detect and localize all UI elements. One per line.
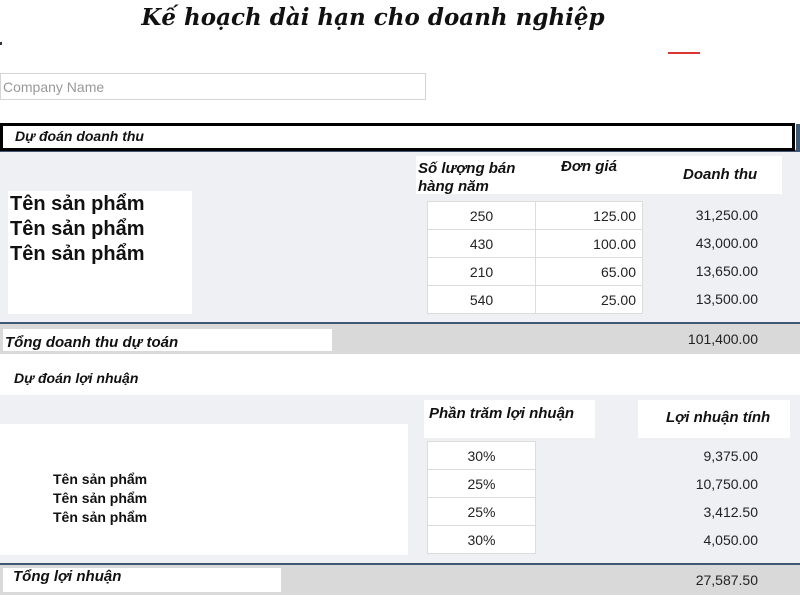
percent-cell[interactable]: 25%: [427, 469, 536, 498]
page-title: Kế hoạch dài hạn cho doanh nghiệp: [141, 4, 605, 31]
col-header-revenue: Doanh thu: [683, 166, 758, 183]
profit-product-2: Tên sản phẩm: [53, 490, 148, 506]
profit-value: 3,412.50: [703, 504, 758, 520]
col-header-profit: Lợi nhuận tính: [638, 400, 790, 438]
profit-value: 10,750.00: [695, 476, 758, 492]
percent-cell[interactable]: 30%: [427, 525, 536, 554]
revenue-value: 31,250.00: [695, 207, 758, 223]
col-header-price: Đơn giá: [561, 158, 617, 175]
quantity-cell[interactable]: 250: [427, 201, 536, 230]
profit-product-1: Tên sản phẩm: [53, 471, 148, 487]
revenue-value: 43,000.00: [695, 235, 758, 251]
revenue-value: 13,500.00: [695, 291, 758, 307]
price-cell[interactable]: 125.00: [535, 201, 643, 230]
profit-total-value: 27,587.50: [695, 572, 758, 588]
revenue-product-2: Tên sản phẩm: [10, 218, 145, 240]
revenue-value: 13,650.00: [695, 263, 758, 279]
revenue-total-value: 101,400.00: [687, 331, 758, 347]
profit-section-header: [2, 363, 799, 393]
quantity-cell[interactable]: 430: [427, 229, 536, 258]
col-header-percent: Phần trăm lợi nhuận: [424, 400, 595, 438]
revenue-total-label: Tổng doanh thu dự toán: [3, 329, 332, 351]
quantity-cell[interactable]: 540: [427, 285, 536, 314]
percent-cell[interactable]: 30%: [427, 441, 536, 470]
col-header-quantity: Số lượng bán hàng năm: [418, 160, 516, 195]
revenue-product-3: Tên sản phẩm: [10, 243, 145, 265]
percent-cell[interactable]: 25%: [427, 497, 536, 526]
profit-section-title: Dự đoán lợi nhuận: [14, 370, 139, 386]
profit-value: 9,375.00: [703, 448, 758, 464]
profit-value: 4,050.00: [703, 532, 758, 548]
price-cell[interactable]: 65.00: [535, 257, 643, 286]
company-name-input[interactable]: [0, 73, 426, 100]
revenue-header-edge: [796, 124, 800, 152]
price-cell[interactable]: 25.00: [535, 285, 643, 314]
edge-mark: [0, 42, 2, 45]
revenue-section-header: [0, 123, 795, 151]
red-underline-mark: [668, 52, 700, 54]
revenue-section-title: Dự đoán doanh thu: [15, 128, 144, 144]
profit-product-3: Tên sản phẩm: [53, 509, 148, 525]
revenue-product-1: Tên sản phẩm: [10, 193, 145, 215]
quantity-cell[interactable]: 210: [427, 257, 536, 286]
profit-total-label: Tổng lợi nhuận: [3, 568, 281, 592]
price-cell[interactable]: 100.00: [535, 229, 643, 258]
